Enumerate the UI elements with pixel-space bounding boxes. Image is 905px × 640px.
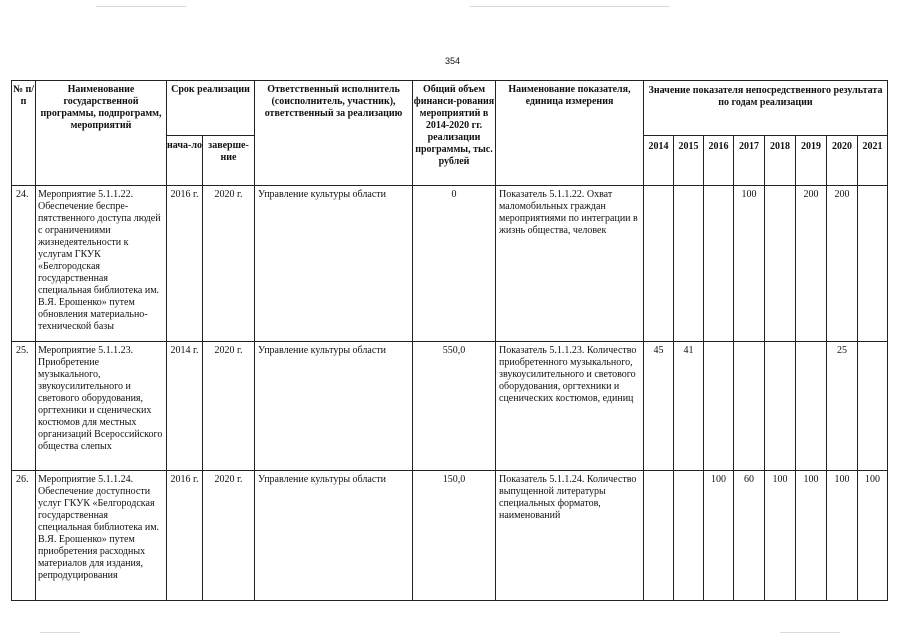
term-end: 2020 г. [203, 186, 255, 342]
header-indicator: Наименование показателя, единица измерения [496, 81, 644, 186]
indicator: Показатель 5.1.1.22. Охват маломобильных граждан мероприятиями по интеграции в жизнь общества, человек [496, 186, 644, 342]
executor: Управление культуры области [255, 471, 413, 601]
year-value: 100 [827, 471, 858, 601]
header-values: Значение показателя непосредственного результата по годам реализации [644, 81, 888, 136]
year-value [796, 342, 827, 471]
header-year: 2017 [734, 136, 765, 186]
year-value: 41 [674, 342, 704, 471]
header-year: 2015 [674, 136, 704, 186]
measure-name: Мероприятие 5.1.1.24. Обеспечение доступности услуг ГКУК «Белгородская государственная специальная библиотека им. В.Я. Ерошенко» путем приобретения расходных материалов для издания, репродуцирования [36, 471, 167, 601]
term-start: 2016 г. [167, 471, 203, 601]
year-value [858, 186, 888, 342]
row-number: 25. [12, 342, 36, 471]
executor: Управление культуры области [255, 342, 413, 471]
scan-edge-mark [780, 632, 840, 633]
term-start: 2014 г. [167, 342, 203, 471]
funding-amount: 550,0 [413, 342, 496, 471]
funding-amount: 0 [413, 186, 496, 342]
table-row [12, 186, 888, 342]
year-value [674, 186, 704, 342]
year-value: 200 [796, 186, 827, 342]
row-number: 24. [12, 186, 36, 342]
header-executor: Ответственный исполнитель (соисполнитель, участник), ответственный за реализацию [255, 81, 413, 186]
header-year: 2021 [858, 136, 888, 186]
year-value [734, 342, 765, 471]
year-value: 100 [796, 471, 827, 601]
table-row [12, 471, 888, 601]
header-term: Срок реализации [167, 81, 255, 136]
header-year: 2019 [796, 136, 827, 186]
page-number: 354 [444, 56, 461, 66]
year-value: 100 [858, 471, 888, 601]
scan-edge-mark [96, 6, 186, 7]
header-year: 2016 [704, 136, 734, 186]
header-term-end: заверше-ние [203, 136, 255, 186]
year-value: 60 [734, 471, 765, 601]
year-value: 100 [765, 471, 796, 601]
indicator: Показатель 5.1.1.23. Количество приобретенного музыкального, звукоусилительного и светового оборудования, оргтехники и сценических костюмов, единиц [496, 342, 644, 471]
year-value [765, 186, 796, 342]
year-value: 45 [644, 342, 674, 471]
row-number: 26. [12, 471, 36, 601]
year-value [858, 342, 888, 471]
executor: Управление культуры области [255, 186, 413, 342]
scan-edge-mark [40, 632, 80, 633]
year-value [704, 186, 734, 342]
funding-amount: 150,0 [413, 471, 496, 601]
header-name: Наименование государственной программы, подпрограмм, мероприятий [36, 81, 167, 186]
header-year: 2018 [765, 136, 796, 186]
header-num: № п/п [12, 81, 36, 186]
year-value: 100 [734, 186, 765, 342]
program-table [11, 80, 888, 601]
term-end: 2020 г. [203, 342, 255, 471]
year-value [644, 186, 674, 342]
year-value: 100 [704, 471, 734, 601]
year-value [704, 342, 734, 471]
year-value [644, 471, 674, 601]
table-row [12, 342, 888, 471]
term-start: 2016 г. [167, 186, 203, 342]
measure-name: Мероприятие 5.1.1.22. Обеспечение беспре-пятственного доступа людей с ограничениями жизнедеятельности к услугам ГКУК «Белгородская государственная специальная библиотека им. В.Я. Ерошенко» путем обновления материально-технической базы [36, 186, 167, 342]
header-funding: Общий объем финанси-рования мероприятий в 2014-2020 гг. реализации программы, тыс. рублей [413, 81, 496, 186]
year-value [765, 342, 796, 471]
term-end: 2020 г. [203, 471, 255, 601]
header-year: 2014 [644, 136, 674, 186]
header-year: 2020 [827, 136, 858, 186]
year-value: 25 [827, 342, 858, 471]
indicator: Показатель 5.1.1.24. Количество выпущенной литературы специальных форматов, наименований [496, 471, 644, 601]
header-term-start: нача-ло [167, 136, 203, 186]
year-value: 200 [827, 186, 858, 342]
year-value [674, 471, 704, 601]
scan-edge-mark [470, 6, 670, 7]
measure-name: Мероприятие 5.1.1.23. Приобретение музыкального, звукоусилительного и светового оборудования, оргтехники и сценических костюмов для местных организаций Всероссийского общества слепых [36, 342, 167, 471]
